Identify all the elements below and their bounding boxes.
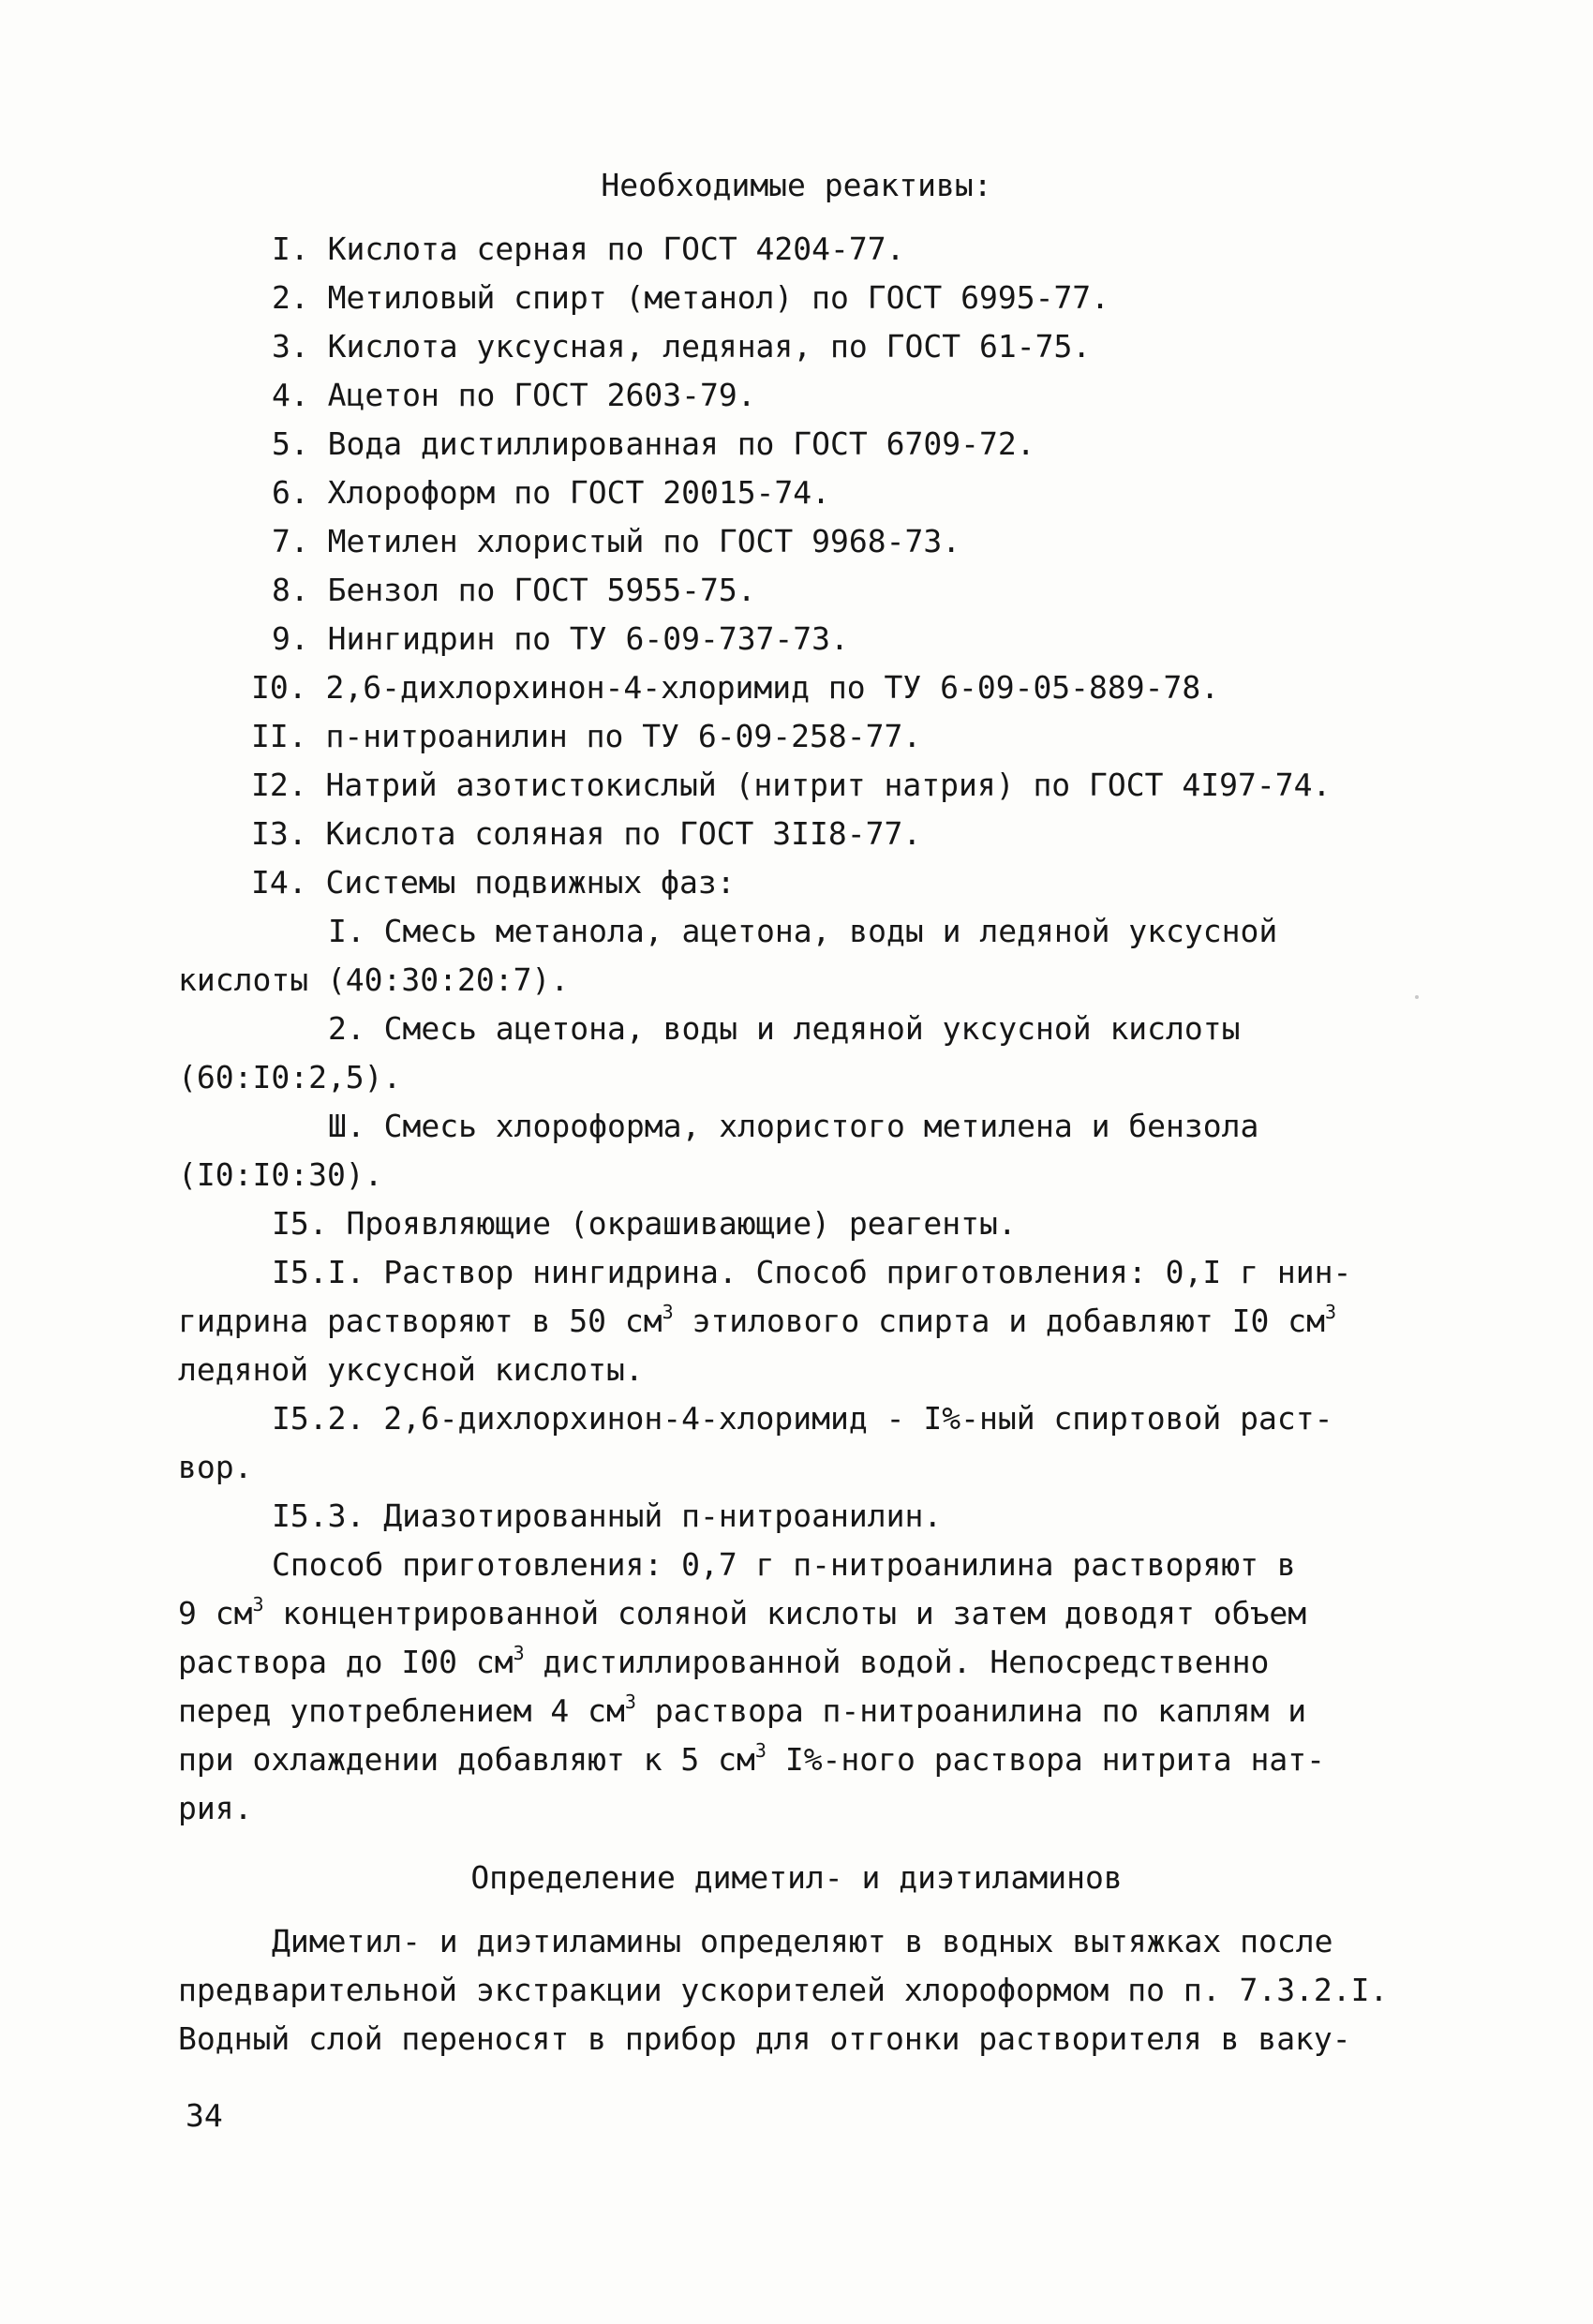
page-number: 34 <box>186 2097 223 2134</box>
reagent-item-14: I4. Системы подвижных фаз: <box>251 864 736 901</box>
preparation-line-1: Способ приготовления: 0,7 г п-нитроанилина растворяют в <box>272 1546 1296 1583</box>
amines-line-3: Водный слой переносят в прибор для отгонки растворителя в ваку- <box>178 2020 1351 2057</box>
preparation-line-5: при охлаждении добавляют к 5 $см^3$ I%-ного раствора нитрита нат- <box>178 1739 1325 1778</box>
reagent-item-2: 2. Метиловый спирт (метанол) по ГОСТ 6995-77. <box>272 279 1110 316</box>
section-15-2-line-1: I5.2. 2,6-дихлорхинон-4-хлоримид - I%-ный спиртовой раст- <box>272 1400 1333 1437</box>
phase-3-line-2: (I0:I0:30). <box>178 1156 383 1193</box>
section-15-1-line-1: I5.I. Раствор нингидрина. Способ приготовления: 0,I г нин- <box>272 1254 1352 1290</box>
preparation-line-3: раствора до I00 $см^3$ дистиллированной водой. Непосредственно <box>178 1642 1270 1680</box>
developers-item-15: I5. Проявляющие (окрашивающие) реагенты. <box>272 1205 1017 1242</box>
reagent-item-9: 9. Нингидрин по ТУ 6-09-737-73. <box>272 620 849 657</box>
section-15-1-line-3: ледяной уксусной кислоты. <box>178 1351 644 1388</box>
section-15-3-line-1: I5.3. Диазотированный п-нитроанилин. <box>272 1497 943 1534</box>
preparation-line-2: 9 $см^3$ концентрированной соляной кислоты и затем доводят объем <box>178 1593 1307 1631</box>
reagent-item-13: I3. Кислота соляная по ГОСТ 3II8-77. <box>251 815 922 852</box>
amines-line-2: предварительной экстракции ускорителей хлороформом по п. 7.3.2.I. <box>178 1972 1389 2008</box>
reagent-item-11: II. п-нитроанилин по ТУ 6-09-258-77. <box>251 718 922 754</box>
section-15-2-line-2: вор. <box>178 1449 253 1485</box>
phase-2-line-1: 2. Смесь ацетона, воды и ледяной уксусной кислоты <box>328 1010 1241 1047</box>
preparation-line-6: рия. <box>178 1790 253 1826</box>
preparation-line-4: перед употреблением 4 $см^3$ раствора п-нитроанилина по каплям и <box>178 1691 1307 1729</box>
reagents-heading: Необходимые реактивы: <box>601 167 992 203</box>
reagent-item-3: 3. Кислота уксусная, ледяная, по ГОСТ 61-75. <box>272 328 1092 365</box>
amines-line-1: Диметил- и диэтиламины определяют в водных вытяжках после <box>272 1923 1333 1959</box>
phase-1-line-2: кислоты (40:30:20:7). <box>178 961 570 998</box>
phase-2-line-2: (60:I0:2,5). <box>178 1059 402 1095</box>
phase-1-line-1: I. Смесь метанола, ацетона, воды и ледяной уксусной <box>328 913 1278 949</box>
amines-heading: Определение диметил- и диэтиламинов <box>470 1859 1123 1896</box>
scan-speck <box>1415 995 1419 999</box>
reagent-item-4: 4. Ацетон по ГОСТ 2603-79. <box>272 377 756 413</box>
reagent-item-8: 8. Бензол по ГОСТ 5955-75. <box>272 572 756 608</box>
reagent-item-10: I0. 2,6-дихлорхинон-4-хлоримид по ТУ 6-09-05-889-78. <box>251 669 1220 706</box>
reagent-item-12: I2. Натрий азотистокислый (нитрит натрия) по ГОСТ 4I97-74. <box>251 767 1332 803</box>
reagent-item-5: 5. Вода дистиллированная по ГОСТ 6709-72. <box>272 425 1035 462</box>
reagent-item-7: 7. Метилен хлористый по ГОСТ 9968-73. <box>272 523 961 559</box>
reagent-item-6: 6. Хлороформ по ГОСТ 20015-74. <box>272 474 831 511</box>
reagent-item-1: I. Кислота серная по ГОСТ 4204-77. <box>272 231 905 267</box>
section-15-1-line-2: гидрина растворяют в 50 $см^3$ этилового спирта и добавляют I0 $см^3$ <box>178 1301 1337 1339</box>
phase-3-line-1: Ш. Смесь хлороформа, хлористого метилена и бензола <box>328 1108 1259 1144</box>
